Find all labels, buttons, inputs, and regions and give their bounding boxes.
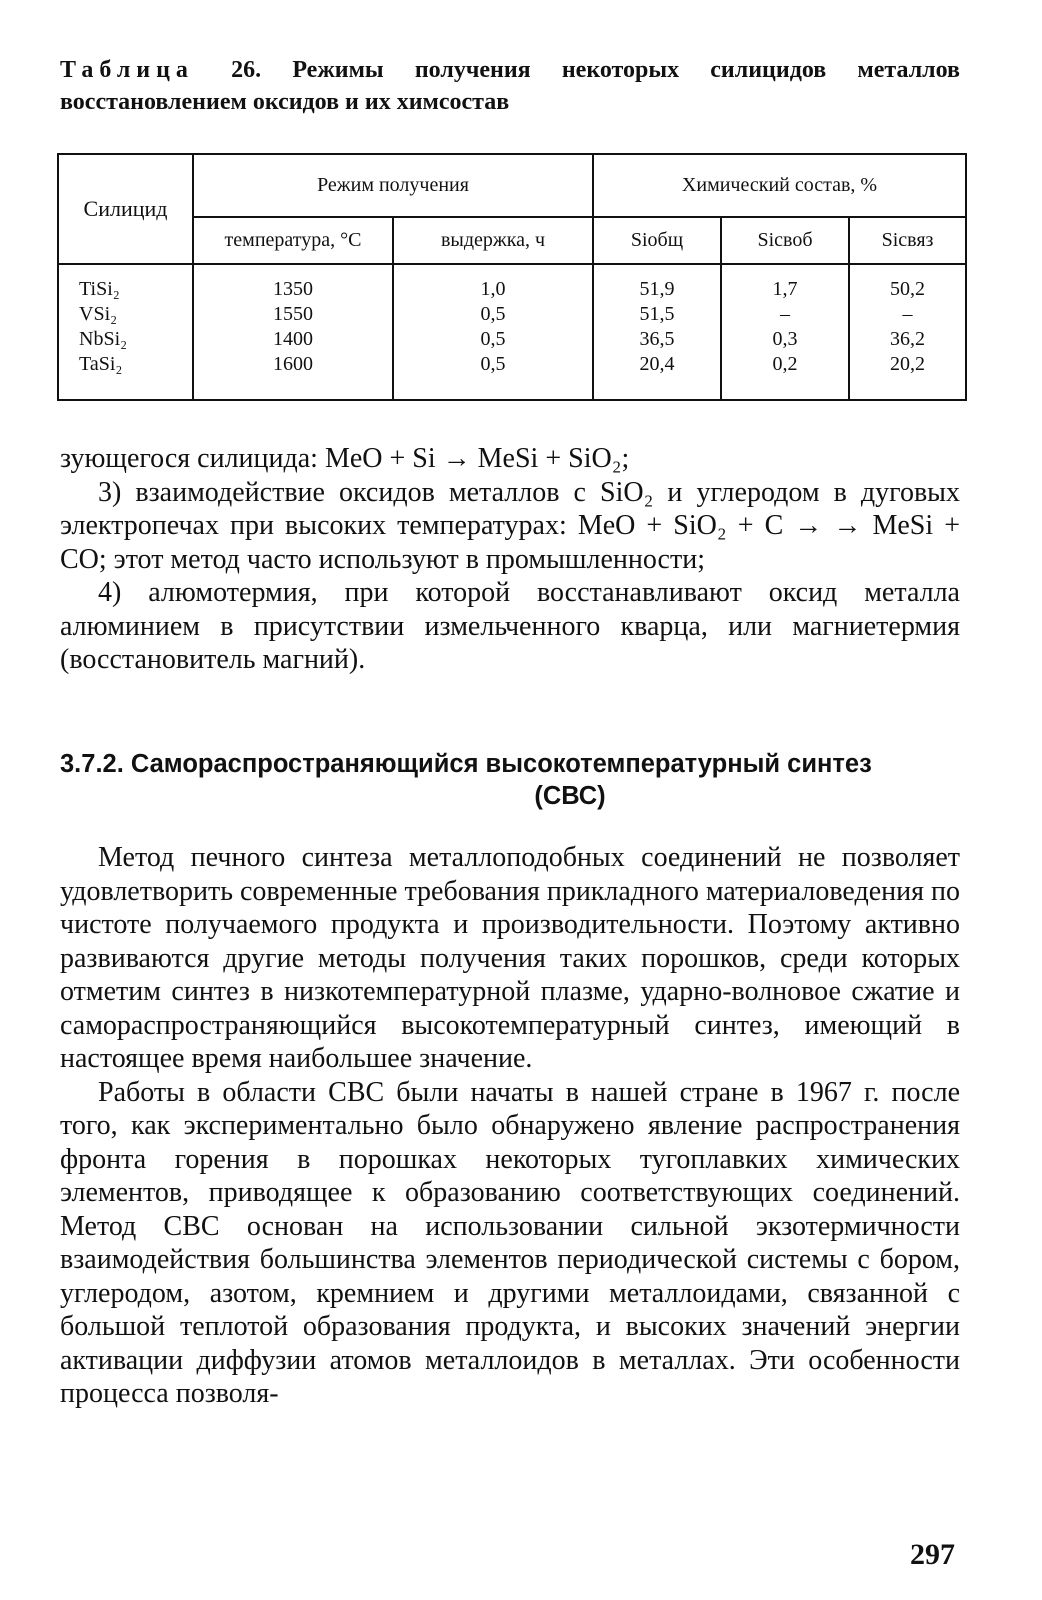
paragraph-continuation: зующегося силицида: MeO + Si → MeSi + SiO₂; [60,443,630,474]
table-cell: 50,2 [890,278,925,300]
table-caption-label: Таблица [60,57,194,83]
table-cell: 20,2 [890,353,925,375]
header-hold: выдержка, ч [393,217,593,264]
table-cell: VSi₂ [79,303,118,325]
table-cell: TaSi₂ [79,353,123,375]
table-cell: 1350 [273,278,313,300]
table-cell: 0,2 [772,353,798,375]
table-cell: 0,3 [772,328,798,350]
si-total-column [593,264,721,400]
header-si-total: Siобщ [593,217,721,264]
header-mode: Режим получения [193,154,593,217]
table-cell: 1,0 [480,278,506,300]
table-cell: TiSi₂ [79,278,120,300]
table-cell: 51,9 [639,278,675,300]
paragraph-body-2: Работы в области СВС были начаты в нашей стране в 1967 г. после того, как экспериментально было обнаружено явление распространения фронта горения в порошках некоторых тугоплавких химических элементов, приводящее к образованию соответствующих соединений. Метод СВС основан на использовании сильной экзотермичности взаимодействия большинства элементов периодической системы с бором, углеродом, азотом, кремнием и другими металлоидами, связанной с большой теплотой образования продукта, и высоких значений энергии активации диффузии атомов металлоидов в металлах. Эти особенности процесса позволя- [60,1076,960,1409]
section-body [60,841,960,1411]
table-caption-text: 26. Режимы получения некоторых силицидов металлов восстановлением оксидов и их химсостав [60,57,961,115]
section-heading-title: 3.7.2. Самораспространяющийся высокотемпературный синтез [60,750,872,778]
table-cell: NbSi₂ [79,328,128,350]
table-cell: 1600 [273,353,313,375]
section-heading-abbr: (СВС) [534,782,606,810]
table-cell: 1550 [273,303,313,325]
header-silicide: Силицид [58,154,193,264]
paragraph-body-1: Метод печного синтеза металлоподобных соединений не позволяет удовлетворить современные требования прикладного материаловедения по чистоте получаемого продукта и производительности. Поэтому активно развиваются другие методы получения таких порошков, среди которых отметим синтез в низкотемпературной плазме, ударно-волновое сжатие и самораспространяющийся высокотемпературный синтез, имеющий в настоящее время наибольшее значение. [60,842,960,1074]
table-cell: 1400 [273,328,313,350]
temperature-column [193,264,393,400]
list-continuation [60,442,960,677]
silicide-table [57,153,967,401]
hold-column [393,264,593,400]
paragraph-item-3: 3) взаимодействие оксидов металлов с SiO₂ и углеродом в дуговых электропечах при высоких температурах: MeO + SiO₂ + C → → MeSi + CO; этот метод часто используют в промышленности; [60,476,960,575]
table-cell: 20,4 [639,353,675,375]
table-cell: – [902,303,913,325]
table-cell: 0,5 [480,353,506,375]
table-cell: – [780,303,790,325]
table-cell: 36,2 [890,328,925,350]
header-si-bound: Siсвяз [849,217,966,264]
table-cell: 51,5 [639,303,675,325]
section-heading [60,748,960,812]
table-caption [60,54,960,118]
table-cell: 36,5 [639,328,675,350]
silicide-column [58,264,193,400]
paragraph-item-4: 4) алюмотермия, при которой восстанавливают оксид металла алюминием в присутствии измельченного кварца, или магниетермия (восстановитель магний). [60,577,960,675]
header-temperature: температура, °С [193,217,393,264]
si-bound-column [849,264,966,400]
header-si-free: Siсвоб [721,217,849,264]
page-number: 297 [910,1538,955,1571]
header-composition: Химический состав, % [593,154,966,217]
table-cell: 0,5 [480,303,506,325]
table-cell: 1,7 [772,278,798,300]
si-free-column [721,264,849,400]
table-cell: 0,5 [480,328,506,350]
